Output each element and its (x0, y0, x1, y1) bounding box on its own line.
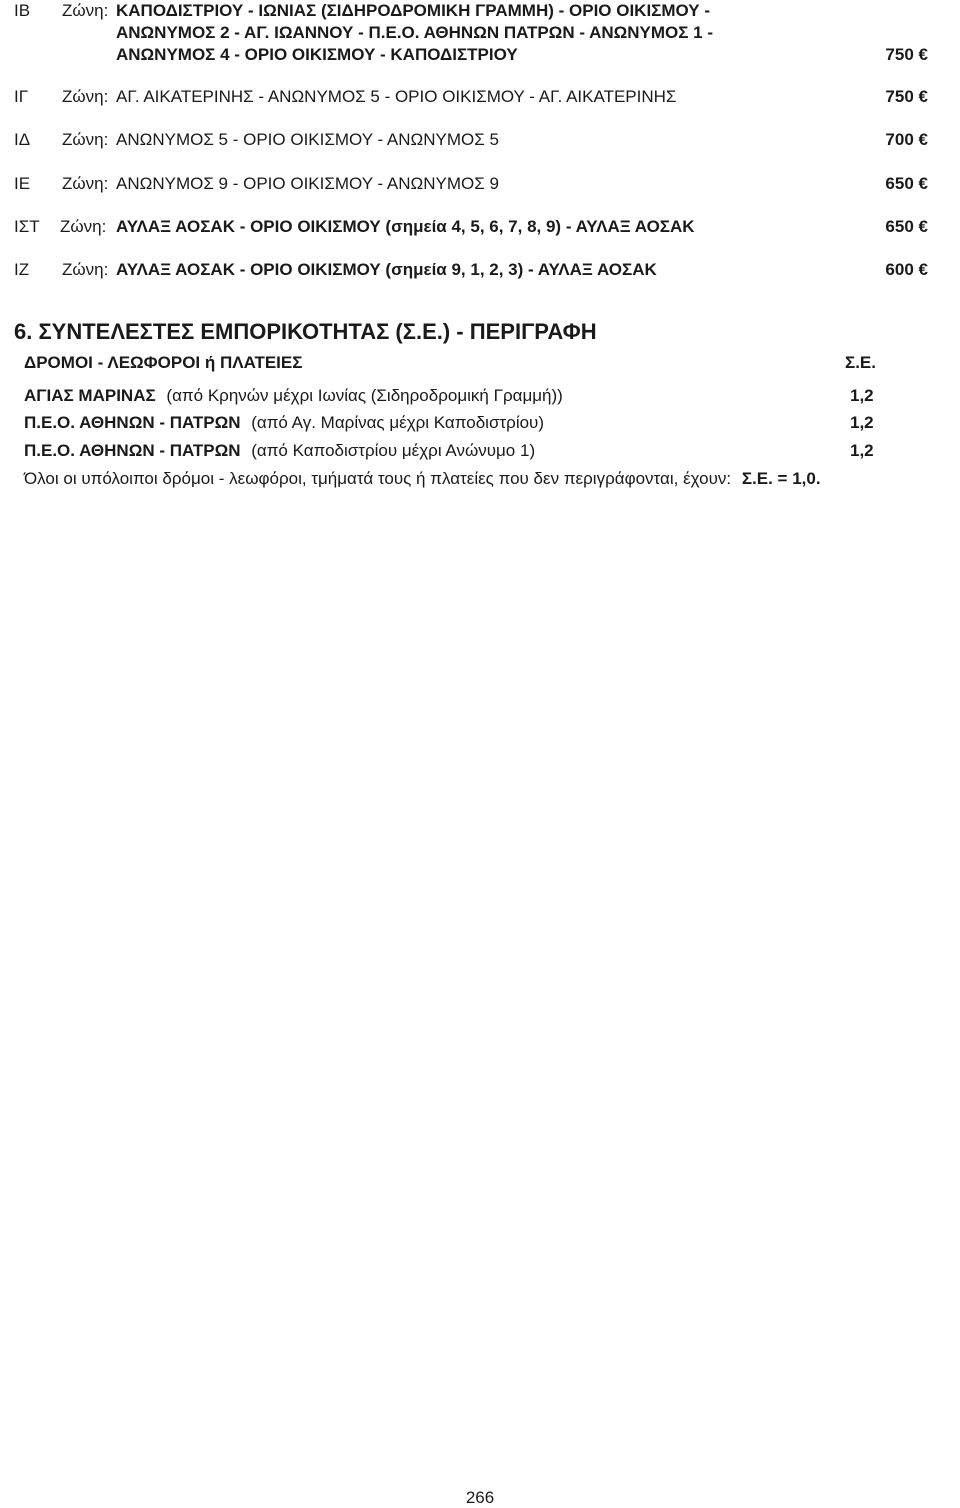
zone-price (885, 129, 928, 151)
zone-price-value: 750 (885, 45, 914, 64)
column-header-roads: ΔΡΟΜΟΙ - ΛΕΩΦΟΡΟΙ ή ΠΛΑΤΕΙΕΣ (24, 353, 303, 372)
zone-code: IB (14, 1, 31, 20)
zone-label: Ζώνη: (62, 260, 109, 279)
road-detail: (από Καποδιστρίου μέχρι Ανώνυμο 1) (251, 441, 536, 460)
zone-price (885, 259, 928, 281)
road-row (24, 385, 563, 407)
euro-icon: € (918, 87, 928, 106)
road-detail: (από Κρηνών μέχρι Ιωνίας (Σιδηροδρομική Γραμμή)) (166, 386, 563, 405)
zone-price-value: 750 (885, 87, 914, 106)
zone-label: Ζώνη: (62, 1, 109, 20)
zone-description: ΑΥΛΑΞ ΑΟΣΑΚ - ΟΡΙΟ ΟΙΚΙΣΜΟΥ (σημεία 4, 5, 6, 7, 8, 9) - ΑΥΛΑΞ ΑΟΣΑΚ (116, 217, 695, 236)
road-name: Π.Ε.Ο. ΑΘΗΝΩΝ - ΠΑΤΡΩΝ (24, 413, 241, 432)
zone-price (885, 44, 928, 66)
remaining-roads-note (24, 468, 821, 490)
zone-price-value: 650 (885, 217, 914, 236)
zone-code: ΙΣΤ (14, 217, 40, 236)
euro-icon: € (918, 130, 928, 149)
euro-icon: € (918, 260, 928, 279)
zone-price (885, 173, 928, 195)
zone-label: Ζώνη: (60, 217, 107, 236)
zone-label: Ζώνη: (62, 87, 109, 106)
section-heading: 6. ΣΥΝΤΕΛΕΣΤΕΣ ΕΜΠΟΡΙΚΟΤΗΤΑΣ (Σ.Ε.) - ΠΕΡΙΓΡΑΦΗ (14, 319, 597, 344)
zone-description: ΑΥΛΑΞ ΑΟΣΑΚ - ΟΡΙΟ ΟΙΚΙΣΜΟΥ (σημεία 9, 1, 2, 3) - ΑΥΛΑΞ ΑΟΣΑΚ (116, 260, 657, 279)
zone-price-value: 600 (885, 260, 914, 279)
zone-price (885, 216, 928, 238)
zone-price (885, 86, 928, 108)
zone-label: Ζώνη: (62, 130, 109, 149)
zone-price-value: 700 (885, 130, 914, 149)
zone-code: ΙΔ (14, 130, 31, 149)
zone-description-line: ΚΑΠΟΔΙΣΤΡΙΟΥ - ΙΩΝΙΑΣ (ΣΙΔΗΡΟΔΡΟΜΙΚΗ ΓΡΑΜΜΗ) - ΟΡΙΟ ΟΙΚΙΣΜΟΥ - (116, 1, 711, 20)
zone-description-line: ΑΝΩΝΥΜΟΣ 2 - ΑΓ. ΙΩΑΝΝΟΥ - Π.Ε.Ο. ΑΘΗΝΩΝ ΠΑΤΡΩΝ - ΑΝΩΝΥΜΟΣ 1 - (116, 23, 714, 42)
page-number: 266 (465, 1488, 495, 1507)
zone-description-line: ΑΝΩΝΥΜΟΣ 4 - ΟΡΙΟ ΟΙΚΙΣΜΟΥ - ΚΑΠΟΔΙΣΤΡΙΟΥ (116, 45, 518, 64)
note-text: Όλοι οι υπόλοιποι δρόμοι - λεωφόροι, τμήματά τους ή πλατείες που δεν περιγράφονται, έχουν: (24, 469, 732, 488)
euro-icon: € (918, 45, 928, 64)
euro-icon: € (918, 217, 928, 236)
zone-price-value: 650 (885, 174, 914, 193)
zone-label: Ζώνη: (62, 174, 109, 193)
note-value: Σ.Ε. = 1,0. (741, 469, 821, 488)
zone-code: ΙΖ (14, 260, 30, 279)
zone-description: ΑΓ. ΑΙΚΑΤΕΡΙΝΗΣ - ΑΝΩΝΥΜΟΣ 5 - ΟΡΙΟ ΟΙΚΙΣΜΟΥ - ΑΓ. ΑΙΚΑΤΕΡΙΝΗΣ (116, 87, 677, 106)
column-header-ce: Σ.Ε. (845, 353, 876, 372)
zone-description: ΑΝΩΝΥΜΟΣ 5 - ΟΡΙΟ ΟΙΚΙΣΜΟΥ - ΑΝΩΝΥΜΟΣ 5 (116, 130, 499, 149)
zone-description: ΑΝΩΝΥΜΟΣ 9 - ΟΡΙΟ ΟΙΚΙΣΜΟΥ - ΑΝΩΝΥΜΟΣ 9 (116, 174, 499, 193)
zone-code: ΙΓ (14, 87, 29, 106)
road-row (24, 412, 544, 434)
zone-description (116, 0, 806, 66)
road-ce-value: 1,2 (850, 413, 874, 432)
road-ce-value: 1,2 (850, 386, 874, 405)
euro-icon: € (918, 174, 928, 193)
road-ce-value: 1,2 (850, 441, 874, 460)
road-detail: (από Αγ. Μαρίνας μέχρι Καποδιστρίου) (251, 413, 545, 432)
road-name: ΑΓΙΑΣ ΜΑΡΙΝΑΣ (24, 386, 156, 405)
road-name: Π.Ε.Ο. ΑΘΗΝΩΝ - ΠΑΤΡΩΝ (24, 441, 241, 460)
zone-code: ΙΕ (14, 174, 31, 193)
road-row (24, 440, 535, 462)
